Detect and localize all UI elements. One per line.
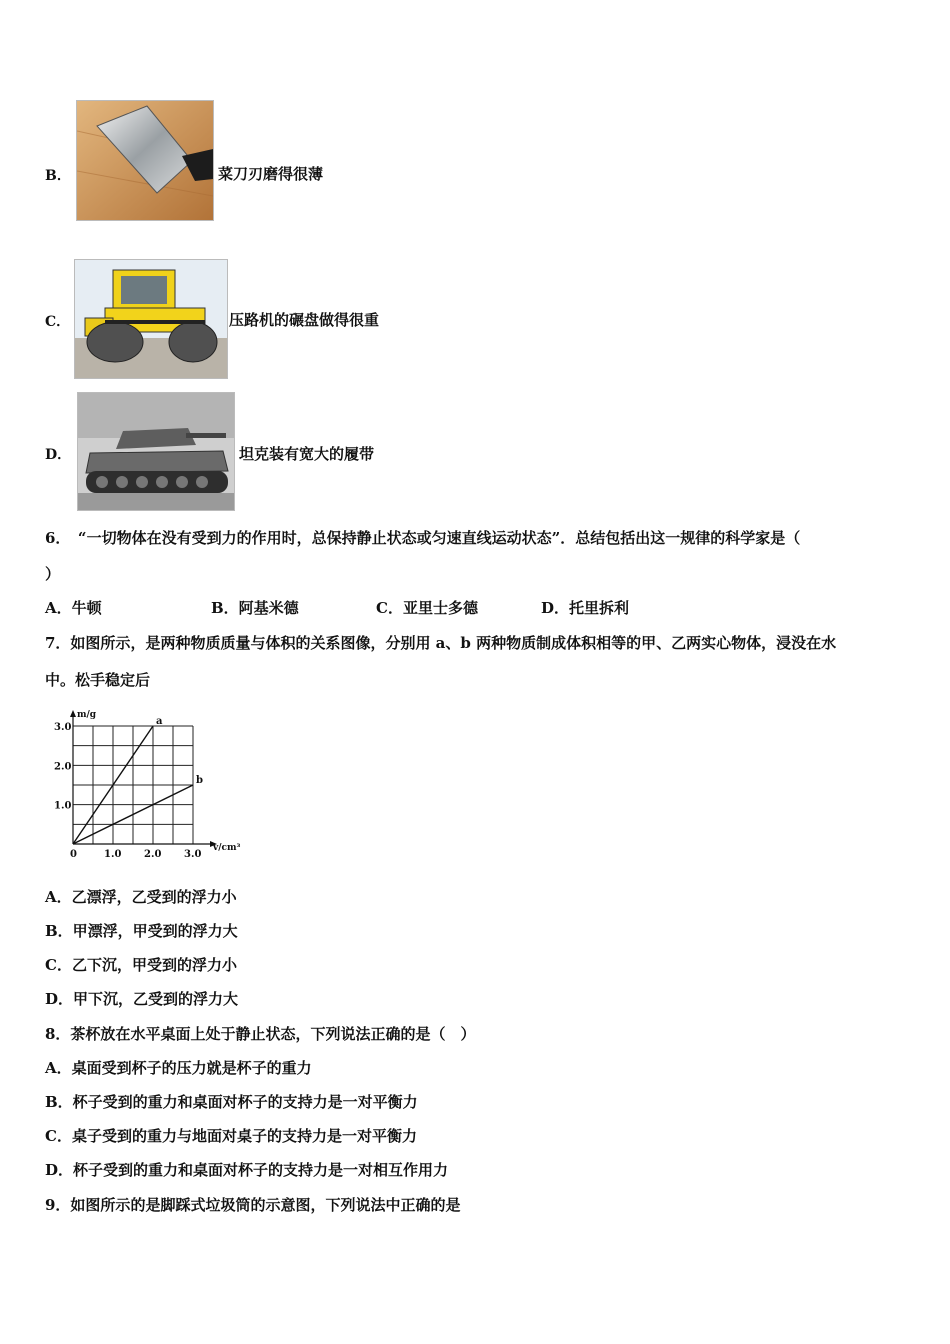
road-roller-photo-icon	[74, 259, 228, 379]
chart-grid	[73, 726, 193, 844]
question-8-stem: 8．茶杯放在水平桌面上处于静止状态，下列说法正确的是（ ）	[45, 1025, 476, 1043]
q6-option-a: A．牛顿	[45, 599, 102, 617]
q8-option-b: B．杯子受到的重力和桌面对杯子的支持力是一对平衡力	[45, 1093, 418, 1111]
y-tick-label: 1.0	[54, 800, 72, 812]
y-axis-label: m/g	[77, 710, 97, 720]
q7-option-b: B．甲漂浮，甲受到的浮力大	[45, 922, 238, 940]
q8-option-c: C．桌子受到的重力与地面对桌子的支持力是一对平衡力	[45, 1127, 417, 1145]
question-7-stem-cont: 中。松手稳定后	[45, 671, 151, 689]
y-tick-label: 2.0	[54, 761, 72, 773]
mass-volume-chart	[48, 704, 248, 862]
x-tick-label: 2.0	[144, 849, 162, 860]
x-tick-label: 3.0	[184, 849, 202, 860]
option-text: 坦克装有宽大的履带	[239, 445, 375, 463]
q6-option-d: D．托里拆利	[541, 599, 630, 617]
series-label-a: a	[156, 716, 163, 727]
y-tick-label: 3.0	[54, 722, 72, 733]
q6-option-b: B．阿基米德	[211, 599, 299, 617]
option-letter: B．	[45, 168, 71, 184]
y-axis-arrow	[70, 710, 76, 717]
x-tick-label: 1.0	[104, 849, 122, 860]
q8-option-a: A．桌面受到杯子的压力就是杯子的重力	[45, 1059, 312, 1077]
option-letter: C．	[45, 314, 71, 330]
q7-option-a: A．乙漂浮，乙受到的浮力小	[45, 888, 237, 906]
question-6-stem: 6． “一切物体在没有受到力的作用时，总保持静止状态或匀速直线运动状态”．总结包括出这一规律的科学家是（	[45, 529, 801, 547]
x-tick-label: 0	[70, 849, 77, 860]
tank-photo-icon	[77, 392, 235, 511]
option-text: 压路机的碾盘做得很重	[229, 311, 380, 329]
q7-option-c: C．乙下沉，甲受到的浮力小	[45, 956, 237, 974]
cleaver-knife-photo-icon	[76, 100, 214, 221]
question-6-stem-end: ）	[45, 565, 61, 583]
chart-axes	[70, 710, 217, 847]
x-axis-label: v/cm³	[213, 843, 241, 853]
question-9-stem: 9．如图所示的是脚踩式垃圾筒的示意图，下列说法中正确的是	[45, 1196, 461, 1214]
q6-option-c: C．亚里士多德	[376, 599, 478, 617]
q7-option-d: D．甲下沉，乙受到的浮力大	[45, 990, 239, 1008]
series-label-b: b	[196, 775, 203, 786]
question-7-stem: 7．如图所示，是两种物质质量与体积的关系图像，分别用 a、b 两种物质制成体积相等的甲、乙两实心物体，浸没在水	[45, 634, 837, 652]
q8-option-d: D．杯子受到的重力和桌面对杯子的支持力是一对相互作用力	[45, 1161, 449, 1179]
option-letter: D．	[45, 447, 72, 463]
option-text: 菜刀刃磨得很薄	[218, 165, 324, 183]
